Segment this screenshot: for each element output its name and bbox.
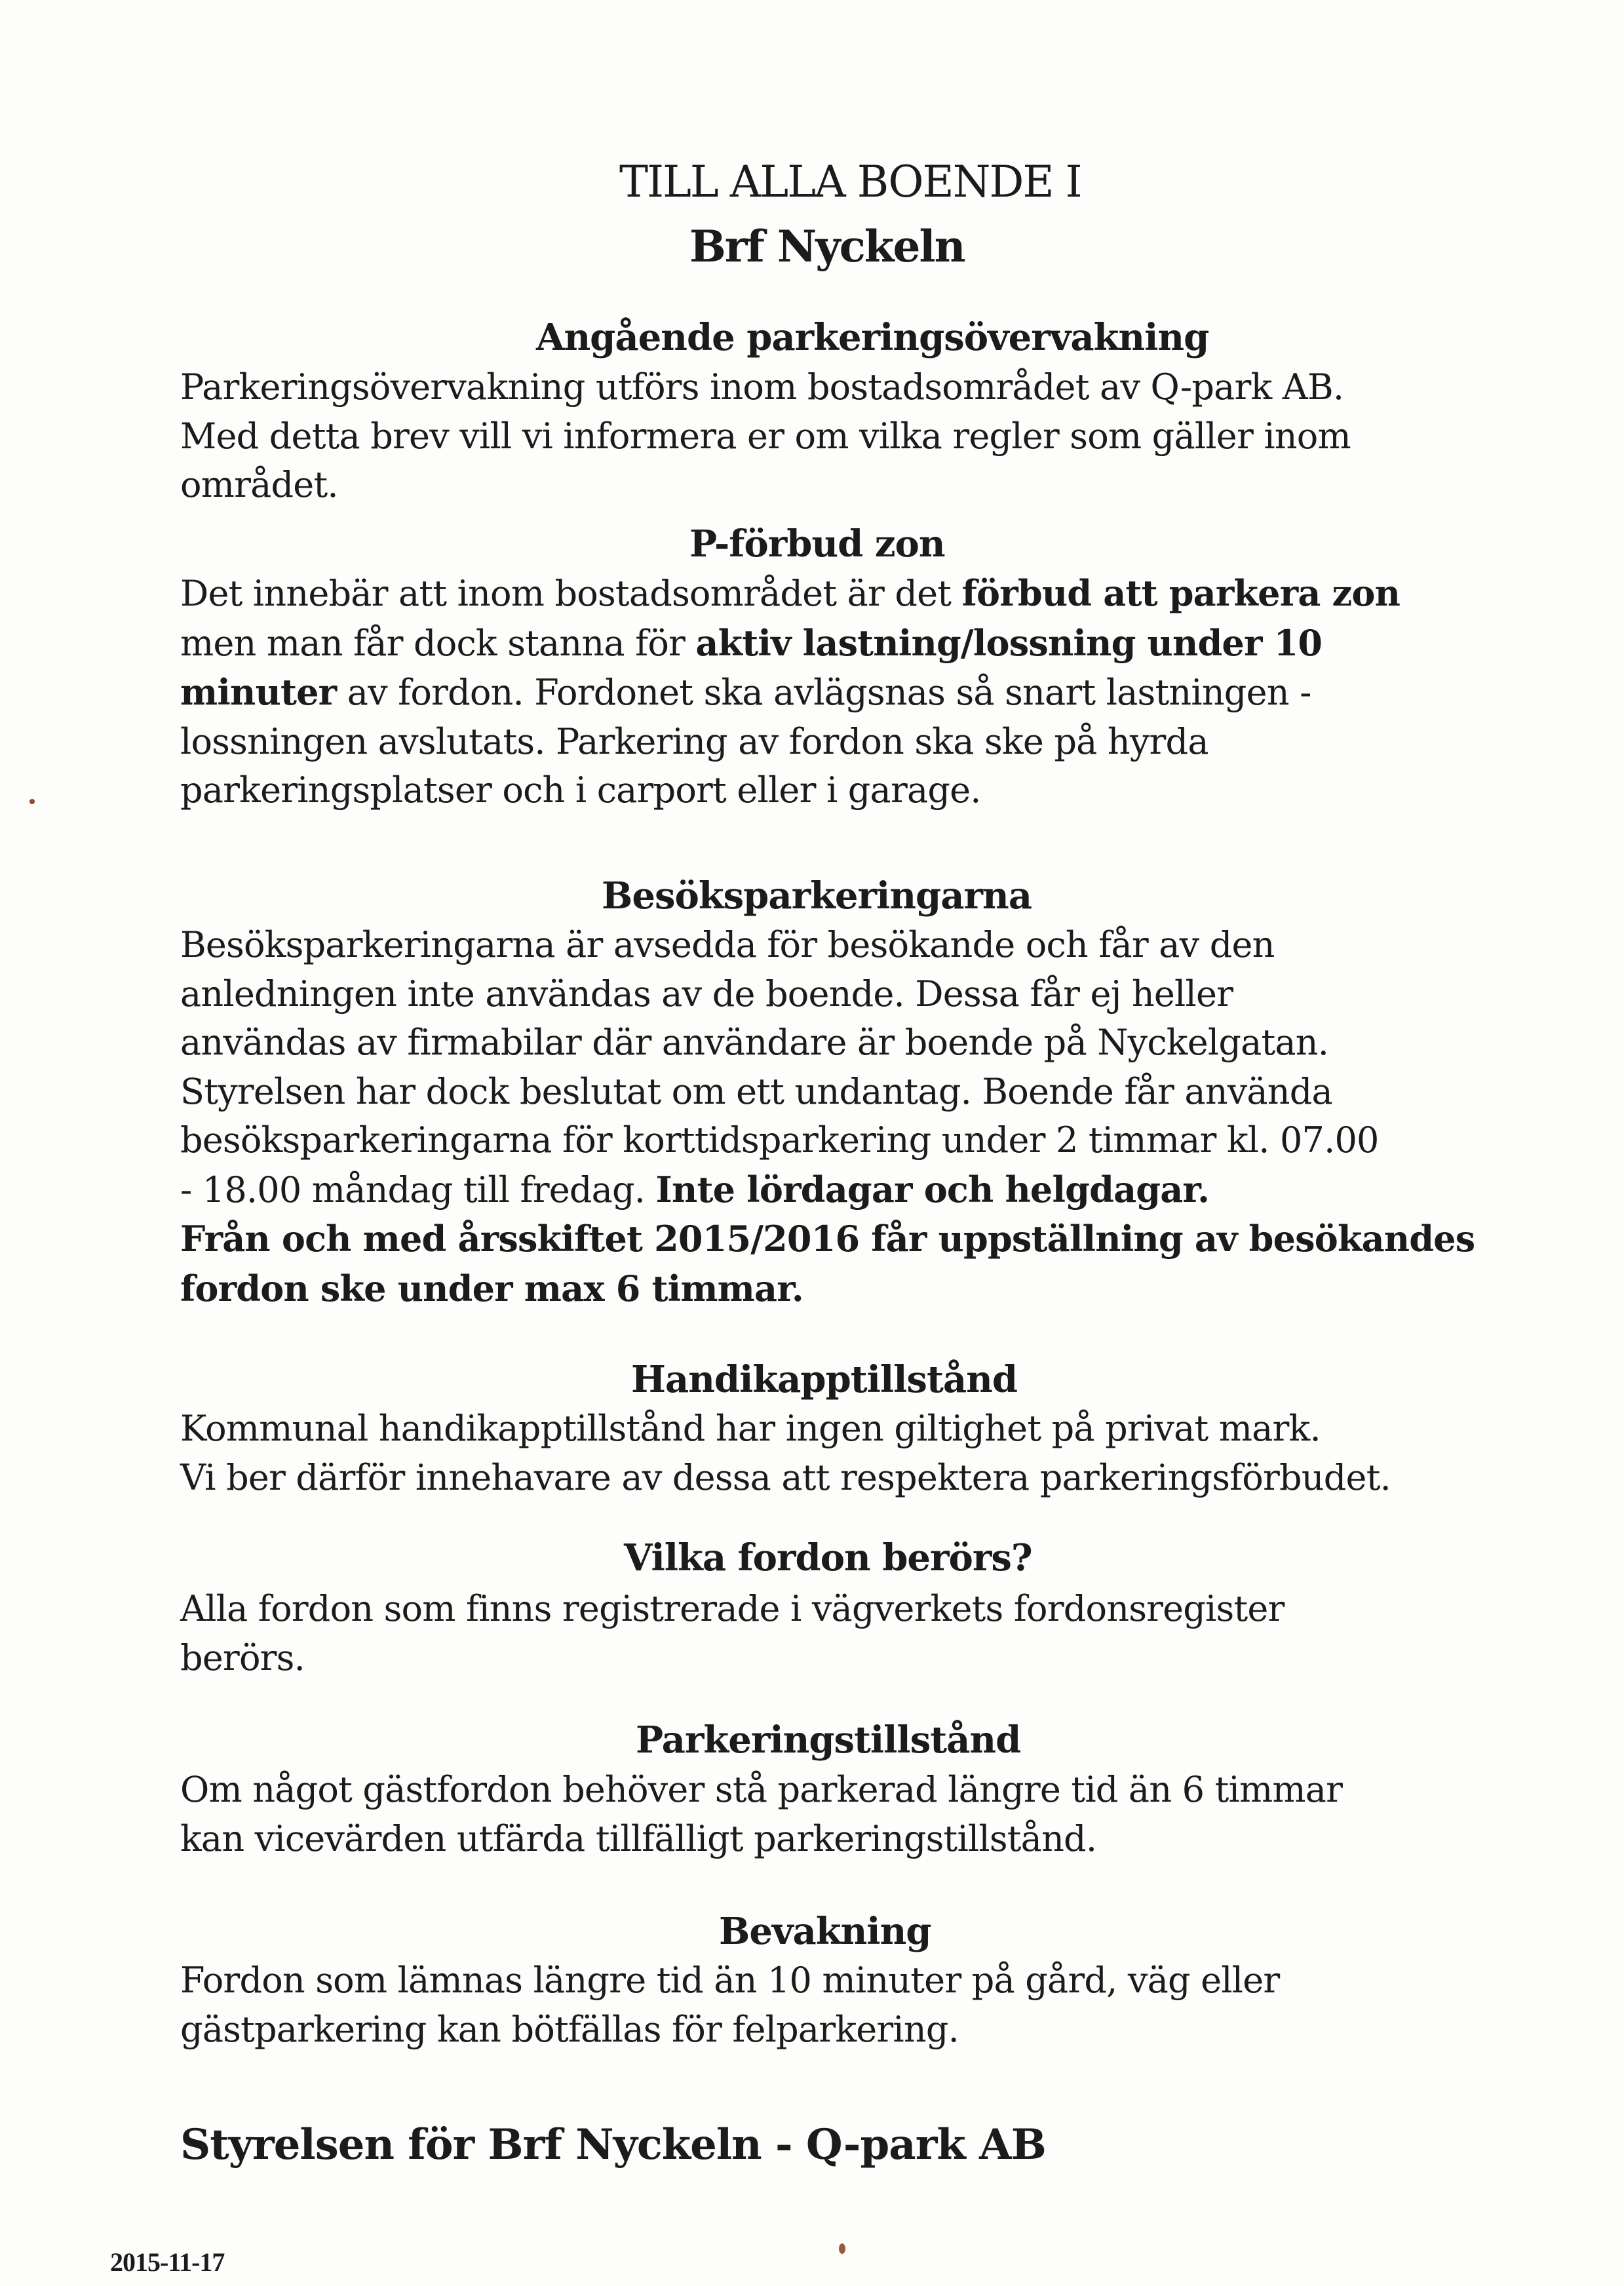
body-text-bold: minuter: [180, 671, 337, 713]
section-heading-visitor-parking: Besöksparkeringarna: [602, 874, 1032, 918]
section-heading-affected-vehicles: Vilka fordon berörs?: [624, 1536, 1032, 1579]
body-line: [180, 569, 1504, 619]
document-subtitle: Brf Nyckeln: [689, 221, 965, 272]
body-text-bold: fordon ske under max 6 timmar.: [180, 1267, 803, 1309]
section-body-visitor-parking: [180, 921, 1504, 1313]
body-text-bold: förbud att parkera zon: [961, 572, 1401, 614]
section-heading-disability-permit: Handikapptillstånd: [631, 1358, 1017, 1401]
section-heading-parking-monitoring: Angående parkeringsövervakning: [536, 316, 1209, 359]
body-text-bold: Från och med årsskiftet 2015/2016 får uppställning av besökandes: [180, 1218, 1475, 1260]
document-title: TILL ALLA BOENDE I: [619, 157, 1081, 207]
body-text-bold: aktiv lastning/lossning under 10: [695, 621, 1323, 664]
body-line: parkeringsplatser och i carport eller i garage.: [180, 769, 981, 811]
body-text: Det innebär att inom bostadsområdet är det: [180, 573, 962, 614]
scan-speck: [839, 2243, 845, 2254]
body-line: [180, 1165, 1504, 1215]
body-text: - 18.00 måndag till fredag.: [180, 1169, 656, 1211]
section-heading-surveillance: Bevakning: [719, 1910, 931, 1953]
body-line: Alla fordon som finns registrerade i vägverkets fordonsregister: [180, 1588, 1285, 1629]
body-line: [180, 1264, 1504, 1314]
section-heading-parking-permit: Parkeringstillstånd: [636, 1718, 1021, 1762]
body-line: gästparkering kan bötfällas för felparkering.: [180, 2008, 959, 2050]
body-text: men man får dock stanna för: [180, 622, 696, 664]
body-line: anledningen inte användas av de boende. Dessa får ej heller: [180, 973, 1233, 1015]
body-line: Med detta brev vill vi informera er om vilka regler som gäller inom: [180, 415, 1351, 457]
section-heading-no-parking-zone: P-förbud zon: [689, 522, 945, 566]
section-body-no-parking-zone: [180, 569, 1504, 815]
body-line: lossningen avslutats. Parkering av fordon ska ske på hyrda: [180, 720, 1208, 762]
section-body-parking-monitoring: [180, 363, 1504, 510]
body-line: Parkeringsövervakning utförs inom bostadsområdet av Q-park AB.: [180, 366, 1344, 408]
body-text: av fordon. Fordonet ska avlägsnas så snart lastningen -: [336, 672, 1311, 713]
body-line: kan vicevärden utfärda tillfälligt parkeringstillstånd.: [180, 1817, 1097, 1859]
body-line: området.: [180, 464, 338, 505]
section-body-surveillance: [180, 1956, 1504, 2054]
document-date: 2015-11-17: [110, 2247, 225, 2277]
body-line: Fordon som lämnas längre tid än 10 minuter på gård, väg eller: [180, 1960, 1280, 2001]
body-line: [180, 619, 1504, 668]
body-line: Besöksparkeringarna är avsedda för besökande och får av den: [180, 924, 1275, 965]
body-line: berörs.: [180, 1637, 305, 1678]
body-line: Om något gästfordon behöver stå parkerad längre tid än 6 timmar: [180, 1769, 1343, 1810]
body-text-bold: Inte lördagar och helgdagar.: [655, 1168, 1210, 1211]
signature: Styrelsen för Brf Nyckeln - Q-park AB: [180, 2120, 1046, 2169]
body-line: besöksparkeringarna för korttidsparkering under 2 timmar kl. 07.00: [180, 1119, 1379, 1161]
scan-speck: [29, 799, 35, 804]
body-line: användas av firmabilar där användare är boende på Nyckelgatan.: [180, 1022, 1329, 1063]
body-line: Vi ber därför innehavare av dessa att respektera parkeringsförbudet.: [180, 1456, 1391, 1498]
body-line: [180, 1214, 1504, 1264]
body-line: [180, 668, 1504, 718]
body-line: Styrelsen har dock beslutat om ett undantag. Boende får använda: [180, 1070, 1332, 1112]
section-body-affected-vehicles: [180, 1585, 1504, 1682]
section-body-parking-permit: [180, 1766, 1504, 1863]
body-line: Kommunal handikapptillstånd har ingen giltighet på privat mark.: [180, 1408, 1321, 1449]
section-body-disability-permit: [180, 1405, 1504, 1502]
